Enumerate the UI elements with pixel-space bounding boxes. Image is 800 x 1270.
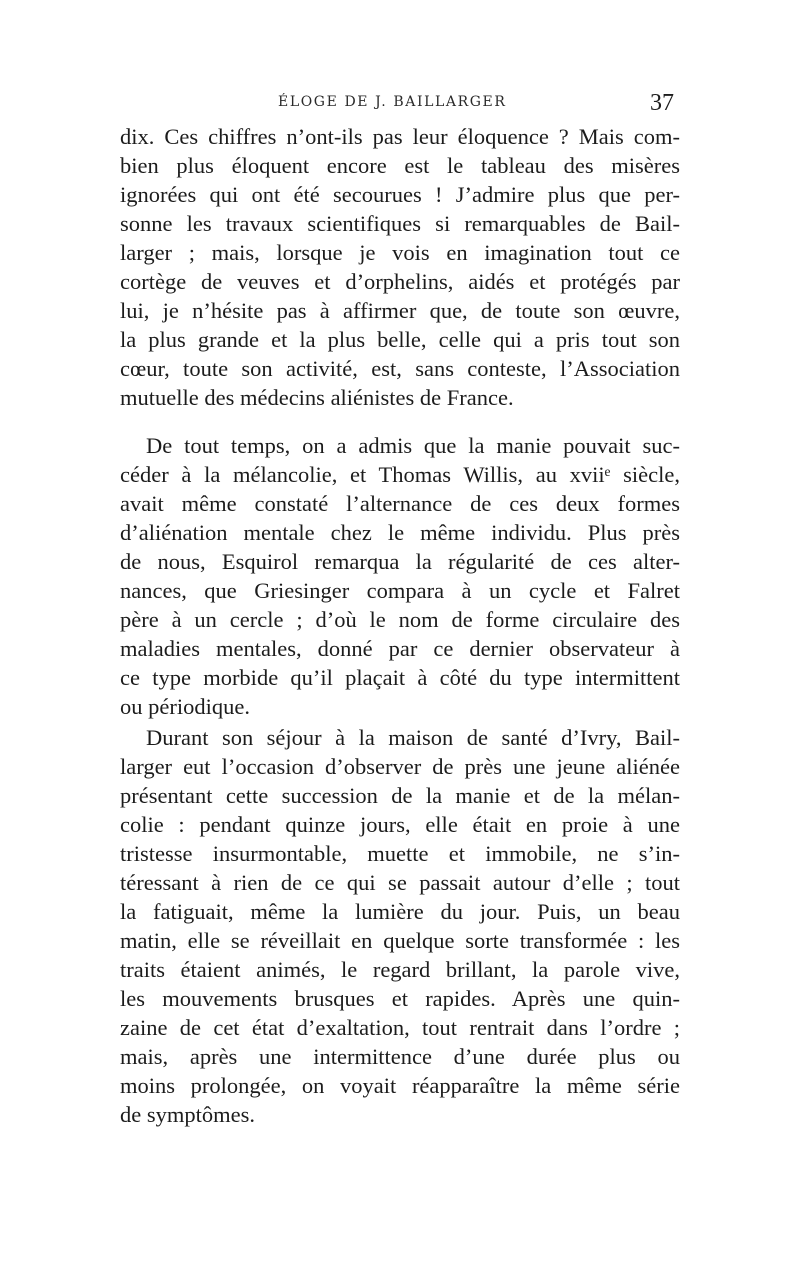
text-line: les mouvements brusques et rapides. Après une quin- (120, 986, 680, 1011)
text-line: céder à la mélancolie, et Thomas Willis, au xviiᵉ siècle, (120, 462, 680, 487)
text-line: mais, après une intermittence d’une durée plus ou (120, 1044, 680, 1069)
text-line: mutuelle des médecins aliénistes de France. (120, 385, 514, 410)
text-line: Durant son séjour à la maison de santé d’Ivry, Bail- (146, 725, 680, 750)
text-line: la fatiguait, même la lumière du jour. Puis, un beau (120, 899, 680, 924)
text-line: téressant à rien de ce qui se passait autour d’elle ; tout (120, 870, 680, 895)
text-line: avait même constaté l’alternance de ces deux formes (120, 491, 680, 516)
text-line: de symptômes. (120, 1102, 255, 1127)
text-line: moins prolongée, on voyait réapparaître la même série (120, 1073, 680, 1098)
text-line: maladies mentales, donné par ce dernier observateur à (120, 636, 680, 661)
text-line: traits étaient animés, le regard brillant, la parole vive, (120, 957, 680, 982)
page-number: 37 (650, 90, 674, 116)
text-line: cœur, toute son activité, est, sans conteste, l’Association (120, 356, 680, 381)
text-line: matin, elle se réveillait en quelque sorte transformée : les (120, 928, 680, 953)
text-line: d’aliénation mentale chez le même individu. Plus près (120, 520, 680, 545)
text-line: zaine de cet état d’exaltation, tout rentrait dans l’ordre ; (120, 1015, 680, 1040)
running-title: ÉLOGE DE J. BAILLARGER (278, 94, 507, 110)
text-line: la plus grande et la plus belle, celle qui a pris tout son (120, 327, 680, 352)
text-line: larger eut l’occasion d’observer de près une jeune aliénée (120, 754, 680, 779)
text-line: bien plus éloquent encore est le tableau des misères (120, 153, 680, 178)
text-line: larger ; mais, lorsque je vois en imagination tout ce (120, 240, 680, 265)
text-line: colie : pendant quinze jours, elle était en proie à une (120, 812, 680, 837)
text-line: père à un cercle ; d’où le nom de forme circulaire des (120, 607, 680, 632)
text-line: de nous, Esquirol remarqua la régularité de ces alter- (120, 549, 680, 574)
text-line: ou périodique. (120, 694, 250, 719)
text-line: nances, que Griesinger compara à un cycle et Falret (120, 578, 680, 603)
running-head (120, 90, 680, 120)
text-line: De tout temps, on a admis que la manie pouvait suc- (146, 433, 680, 458)
text-line: tristesse insurmontable, muette et immobile, ne s’in- (120, 841, 680, 866)
text-line: ce type morbide qu’il plaçait à côté du type intermittent (120, 665, 680, 690)
text-line: dix. Ces chiffres n’ont-ils pas leur éloquence ? Mais com- (120, 124, 680, 149)
text-line: présentant cette succession de la manie et de la mélan- (120, 783, 680, 808)
text-line: lui, je n’hésite pas à affirmer que, de toute son œuvre, (120, 298, 680, 323)
text-line: sonne les travaux scientifiques si remarquables de Bail- (120, 211, 680, 236)
text-line: cortège de veuves et d’orphelins, aidés et protégés par (120, 269, 680, 294)
text-line: ignorées qui ont été secourues ! J’admire plus que per- (120, 182, 680, 207)
